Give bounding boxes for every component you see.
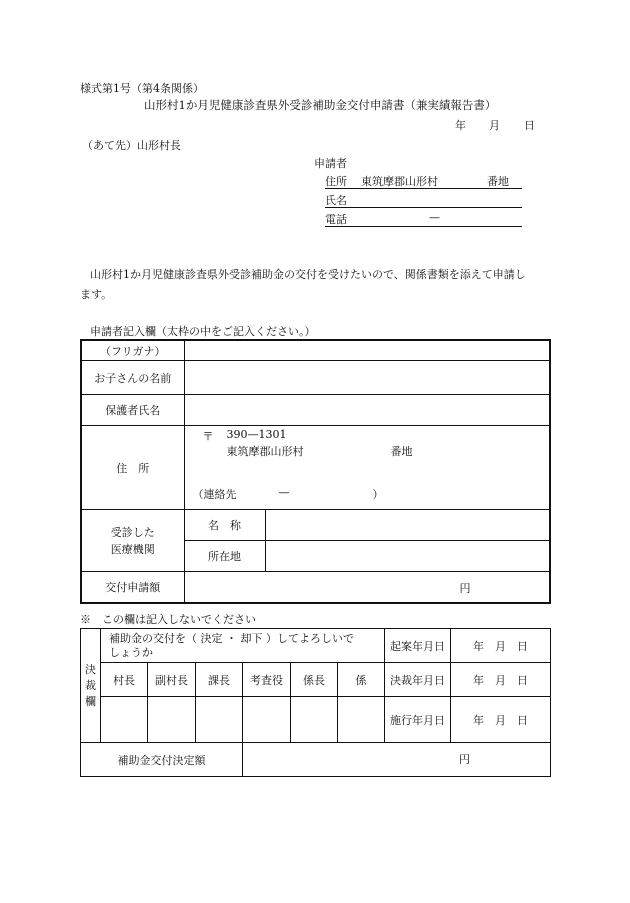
postal-code: 390—1301 xyxy=(226,428,287,441)
decision-question-line-1: 補助金の交付を（ 決定 ・ 却下 ）してよろしいで xyxy=(109,631,354,645)
decided-amount-yen: 円 xyxy=(459,753,470,766)
body-text-line-1: 山形村1か月児健康診査県外受診補助金の交付を受けたいので、関係書類を添えて申請し xyxy=(90,268,526,281)
applicant-phone-row[interactable] xyxy=(325,211,522,227)
amount-label: 交付申請額 xyxy=(81,572,184,604)
date-year-label: 年 xyxy=(455,119,466,132)
decision-char-1: 決 xyxy=(85,662,96,676)
decision-column xyxy=(81,629,101,743)
role-deputy-village-head: 副村長 xyxy=(148,663,196,697)
clinic-label-cell xyxy=(81,510,184,572)
amount-yen: 円 xyxy=(459,582,471,595)
furigana-label: （フリガナ） xyxy=(81,340,184,361)
draft-date-label: 起案年月日 xyxy=(385,629,451,663)
approval-date-label: 決裁年月日 xyxy=(385,663,451,697)
applicant-heading: 申請者 xyxy=(314,157,347,170)
applicant-address-row[interactable] xyxy=(325,173,522,189)
decision-char-2: 裁 xyxy=(85,678,96,692)
child-name-label: お子さんの名前 xyxy=(81,361,184,395)
decision-question-line-2: しょうか xyxy=(109,645,153,659)
stamp-unit-chief[interactable] xyxy=(291,697,338,743)
clinic-location-label: 所在地 xyxy=(184,541,265,572)
address-banchi: 番地 xyxy=(390,445,413,458)
stamp-village-head[interactable] xyxy=(101,697,148,743)
applicant-entry-table xyxy=(80,339,551,604)
name-label: 氏名 xyxy=(325,194,347,207)
section-label: 申請者記入欄（太枠の中をご記入ください。） xyxy=(90,325,316,338)
address-label-cell: 住 所 xyxy=(81,426,184,510)
date-month-label: 月 xyxy=(489,119,500,132)
enforcement-date-value: 年 月 日 xyxy=(451,697,551,743)
postal-mark: 〒 xyxy=(202,430,214,443)
contact-dash: — xyxy=(278,486,290,499)
applicant-name-row[interactable] xyxy=(325,192,522,208)
address-field[interactable] xyxy=(184,426,550,510)
decision-char-3: 欄 xyxy=(85,694,96,708)
stamp-staff[interactable] xyxy=(338,697,385,743)
decided-amount-field[interactable] xyxy=(243,743,551,777)
stamp-deputy-village-head[interactable] xyxy=(148,697,196,743)
draft-date-value: 年 月 日 xyxy=(451,629,551,663)
phone-label: 電話 xyxy=(325,213,347,226)
address-label: 住所 xyxy=(325,175,347,188)
contact-close: ） xyxy=(372,488,384,501)
address-value: 東筑摩郡山形村 xyxy=(361,175,438,188)
clinic-label-line-2: 医療機関 xyxy=(110,542,155,556)
decided-amount-label: 補助金交付決定額 xyxy=(81,743,243,777)
date-day-label: 日 xyxy=(524,119,535,132)
office-note: ※ この欄は記入しないでください xyxy=(80,613,256,626)
clinic-name-label: 名 称 xyxy=(184,510,265,541)
guardian-name-field[interactable] xyxy=(184,395,550,426)
enforcement-date-label: 施行年月日 xyxy=(385,697,451,743)
role-staff: 係 xyxy=(338,663,385,697)
amount-field[interactable] xyxy=(184,572,550,604)
clinic-label-line-1: 受診した xyxy=(110,525,155,539)
role-village-head: 村長 xyxy=(101,663,148,697)
approval-date-value: 年 月 日 xyxy=(451,663,551,697)
contact-label: （連絡先 xyxy=(192,488,237,501)
decision-question xyxy=(101,629,385,663)
furigana-field[interactable] xyxy=(184,340,550,361)
role-unit-chief: 係長 xyxy=(291,663,338,697)
form-title: 山形村1か月児健康診査県外受診補助金交付申請書（兼実績報告書） xyxy=(144,98,497,112)
addressee: （あて先）山形村長 xyxy=(82,139,181,152)
address-prefill: 東筑摩郡山形村 xyxy=(226,445,304,458)
clinic-name-field[interactable] xyxy=(265,510,550,541)
clinic-location-field[interactable] xyxy=(265,541,550,572)
role-examiner: 考査役 xyxy=(243,663,291,697)
stamp-section-chief[interactable] xyxy=(196,697,243,743)
body-text-line-2: ます。 xyxy=(80,288,113,301)
form-number: 様式第1号（第4条関係） xyxy=(80,82,204,95)
address-suffix: 番地 xyxy=(487,175,509,188)
stamp-examiner[interactable] xyxy=(243,697,291,743)
phone-dash: — xyxy=(429,211,440,224)
child-name-field[interactable] xyxy=(184,361,550,395)
office-use-table xyxy=(80,628,551,777)
role-section-chief: 課長 xyxy=(196,663,243,697)
guardian-name-label: 保護者氏名 xyxy=(81,395,184,426)
